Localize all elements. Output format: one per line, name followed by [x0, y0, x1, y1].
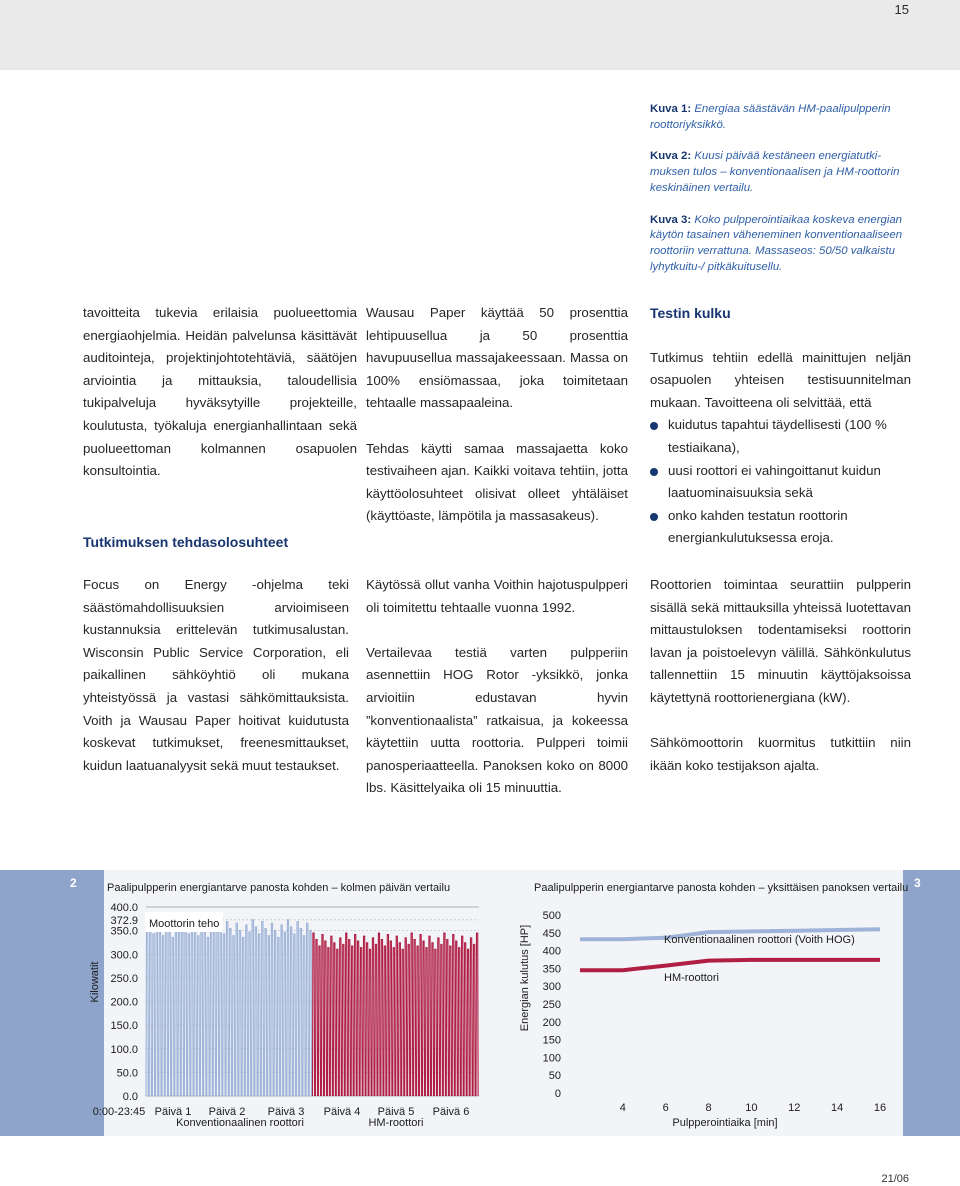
caption-3-text: Koko pulpperointiaikaa koskeva energian käytön tasainen väheneminen konventionaaliseen roottoriin verrattuna. Massaseos: 50/50 valkaistu lyhytkuitu-/ pitkäkuitusellu.	[650, 213, 903, 273]
figure-captions	[650, 102, 920, 291]
chart-2-y-tick-label: 450	[542, 927, 561, 940]
chart-2-y-tick-label: 350	[542, 963, 561, 976]
chart-1-x-tick-label: Päivä 1	[154, 1106, 192, 1118]
lower-right-paragraph-1: Roottorien toimintaa seurattiin pulpperin sisällä sekä mittauksilla yhteissä luotettavan mittaustuloksen todentamiseksi roottorin lavan ja poistoelevyn välillä. Sähkönkulutus tallennettiin 15 minuutin käyttöjaksoissa käytettynä roottorienergiana (kW).	[650, 577, 911, 705]
header-band	[0, 0, 960, 70]
chart-energy-three-days	[89, 882, 479, 1129]
chart-1-y-tick-label: 0.0	[122, 1091, 138, 1103]
chart-2-y-ticks	[543, 910, 561, 1100]
list-item: kuidutus tapahtui täydellisesti (100 % testiaikana),	[650, 414, 911, 459]
charts-svg	[0, 870, 960, 1136]
chart-1-y-ticks	[110, 902, 138, 1103]
chart-2-x-tick-label: 16	[873, 1102, 887, 1114]
lower-middle-column	[366, 574, 628, 800]
chart-2-x-ticks	[620, 1102, 886, 1114]
chart-1-x-tick-label: Päivä 4	[323, 1106, 361, 1118]
issue-number: 21/06	[881, 1173, 909, 1185]
figure-number-2: 2	[70, 876, 77, 890]
section-heading-test-procedure: Testin kulku	[650, 305, 731, 321]
lower-right-column	[650, 574, 911, 777]
upper-left-column	[83, 302, 357, 553]
chart-2-x-tick-label: 14	[831, 1102, 844, 1114]
chart-1-y-tick-label: 100.0	[110, 1043, 138, 1056]
chart-2-y-tick-label: 300	[542, 981, 561, 994]
upper-right-column	[650, 302, 911, 550]
chart-2-y-tick-label: 400	[542, 945, 561, 958]
upper-middle-paragraph-1: Wausau Paper käyttää 50 prosenttia lehtipuusellua ja 50 prosenttia havupuusellua massajakeessaan. Massa on 100% ensiömassaa, joka toimitetaan tehtaalle massapaaleina.	[366, 305, 628, 411]
caption-2-text: Kuusi päivää kestäneen energiatutki-muksen tulos – konventionaalisen ja HM-roottorin keskinäinen vertailu.	[650, 150, 900, 194]
lower-right-paragraph-2: Sähkömoottorin kuormitus tutkittiin niin ikään koko testijakson ajalta.	[650, 735, 911, 773]
chart-1-series-line	[313, 933, 479, 1096]
chart-2-legend-hm: HM-roottori	[664, 972, 720, 984]
chart-2-y-tick-label: 500	[542, 910, 561, 922]
chart-1-y-tick-label: 400.0	[110, 902, 138, 914]
chart-2-y-tick-label: 50	[548, 1070, 561, 1083]
chart-2-title: Paalipulpperin energiantarve panosta kohden – yksittäisen panoksen vertailu	[534, 882, 909, 894]
caption-3	[650, 213, 920, 276]
lower-left-column	[83, 574, 349, 777]
chart-1-annotation: Moottorin teho	[149, 918, 220, 930]
chart-1-y-tick-label: 372.9	[110, 914, 138, 927]
chart-1-y-tick-label: 200.0	[110, 996, 138, 1009]
section-heading-conditions: Tutkimuksen tehdasolosuhteet	[83, 533, 289, 550]
chart-2-x-tick-label: 12	[788, 1102, 801, 1114]
chart-1-y-tick-label: 50.0	[116, 1067, 138, 1080]
upper-right-paragraph: Tutkimus tehtiin edellä mainittujen neljän osapuolen yhteisen testisuunnitelman mukaan. Tavoitteena oli selvittää, että	[650, 349, 911, 410]
chart-1-y-tick-label: 350.0	[110, 925, 138, 938]
chart-1-series	[146, 920, 478, 1096]
caption-1	[650, 102, 920, 133]
upper-middle-column	[366, 302, 628, 528]
chart-1-x-tick-label: 0:00-23:45	[92, 1106, 146, 1118]
caption-2-label: Kuva 2:	[650, 150, 692, 163]
chart-2-ylabel: Energian kulutus [HP]	[519, 924, 531, 1032]
chart-1-xlabel-conventional: Konventionaalinen roottori	[176, 1117, 304, 1129]
chart-1-x-tick-label: Päivä 5	[377, 1106, 415, 1118]
chart-2-y-tick-label: 200	[542, 1016, 561, 1029]
chart-2-y-tick-label: 250	[542, 999, 561, 1011]
chart-1-x-tick-label: Päivä 3	[267, 1106, 305, 1118]
caption-3-label: Kuva 3:	[650, 213, 692, 226]
chart-2-x-tick-label: 6	[662, 1102, 669, 1114]
chart-1-y-tick-label: 300.0	[110, 949, 138, 962]
lower-middle-paragraph-1: Käytössä ollut vanha Voithin hajotuspulpperi oli toimitettu tehtaalle vuonna 1992.	[366, 577, 628, 615]
chart-1-xlabel-hm: HM-roottori	[368, 1117, 424, 1129]
caption-1-text: Energiaa säästävän HM-paalipulpperin roottoriyksikkö.	[650, 103, 891, 131]
chart-2-x-tick-label: 4	[619, 1102, 626, 1114]
chart-2-legend-conventional: Konventionaalinen roottori (Voith HOG)	[664, 934, 855, 946]
caption-1-label: Kuva 1:	[650, 103, 692, 115]
chart-2-y-tick-label: 0	[554, 1088, 561, 1100]
chart-1-x-tick-label: Päivä 6	[432, 1106, 470, 1118]
lower-middle-paragraph-2: Vertailevaa testiä varten pulpperiin asennettiin HOG Rotor -yksikkö, jonka arvioitiin edustavan hyvin ”konventionaalista” ratkaisua, ja kokeessa käytettiin uutta roottoria. Pulpperi toimii panosperiaatteella. Panoksen koko on 8000 lbs. Käsittelyaika oli 15 minuuttia.	[366, 644, 628, 796]
chart-1-y-tick-label: 250.0	[110, 972, 138, 985]
chart-1-ylabel: Kilowatit	[89, 961, 101, 1003]
chart-energy-single-batch	[519, 882, 908, 1129]
chart-1-title: Paalipulpperin energiantarve panosta kohden – kolmen päivän vertailu	[107, 882, 451, 894]
chart-1-series-line	[146, 920, 312, 1096]
chart-1-y-tick-label: 150.0	[110, 1020, 138, 1033]
chart-2-x-tick-label: 8	[705, 1102, 712, 1114]
list-item: uusi roottori ei vahingoittanut kuidun laatuominaisuuksia sekä	[650, 460, 911, 505]
chart-1-x-tick-label: Päivä 2	[208, 1106, 246, 1118]
page-number: 15	[894, 2, 909, 17]
chart-2-xlabel: Pulpperointiaika [min]	[672, 1117, 778, 1129]
lower-left-paragraph: Focus on Energy -ohjelma teki säästömahdollisuuksien arvioimiseen kustannuksia erittelevän tutkimusalustan. Wisconsin Public Service Corporation, eli paikallinen sähköyhtiö oli mukana yhteistyössä ja vastasi sähkömittauksista. Voith ja Wausau Paper hoitivat kuidutusta koskevat tutkimukset, freenesmittaukset, kuidun laatuanalyysit sekä muut testaukset.	[83, 577, 349, 773]
chart-2-y-tick-label: 100	[542, 1052, 561, 1065]
chart-2-x-tick-label: 10	[745, 1102, 758, 1114]
caption-2	[650, 149, 920, 196]
upper-middle-paragraph-2: Tehdas käytti samaa massajaetta koko testivaiheen ajan. Kaikki voitava tehtiin, jotta käyttöolosuhteet olisivat olleet yhtäläiset (käyttöaste, lämpötila ja massasakeus).	[366, 440, 628, 524]
upper-left-paragraph: tavoitteita tukevia erilaisia puolueettomia energiaohjelmia. Heidän palvelunsa käsittävät auditointeja, projektinjohtotehtäviä, säätöjen arviointia ja mittauksia, taloudellisia tukipalveluja hyväksytyille projekteille, koulutusta, työkaluja energianhallintaan sekä puolueettoman kolmannen osapuolen konsultointia.	[83, 305, 357, 479]
list-item: onko kahden testatun roottorin energiankulutuksessa eroja.	[650, 505, 911, 550]
chart-2-y-tick-label: 150	[542, 1034, 561, 1047]
test-goals-list	[650, 414, 911, 550]
figure-number-3: 3	[914, 876, 921, 890]
chart-2-series-line	[580, 960, 880, 970]
